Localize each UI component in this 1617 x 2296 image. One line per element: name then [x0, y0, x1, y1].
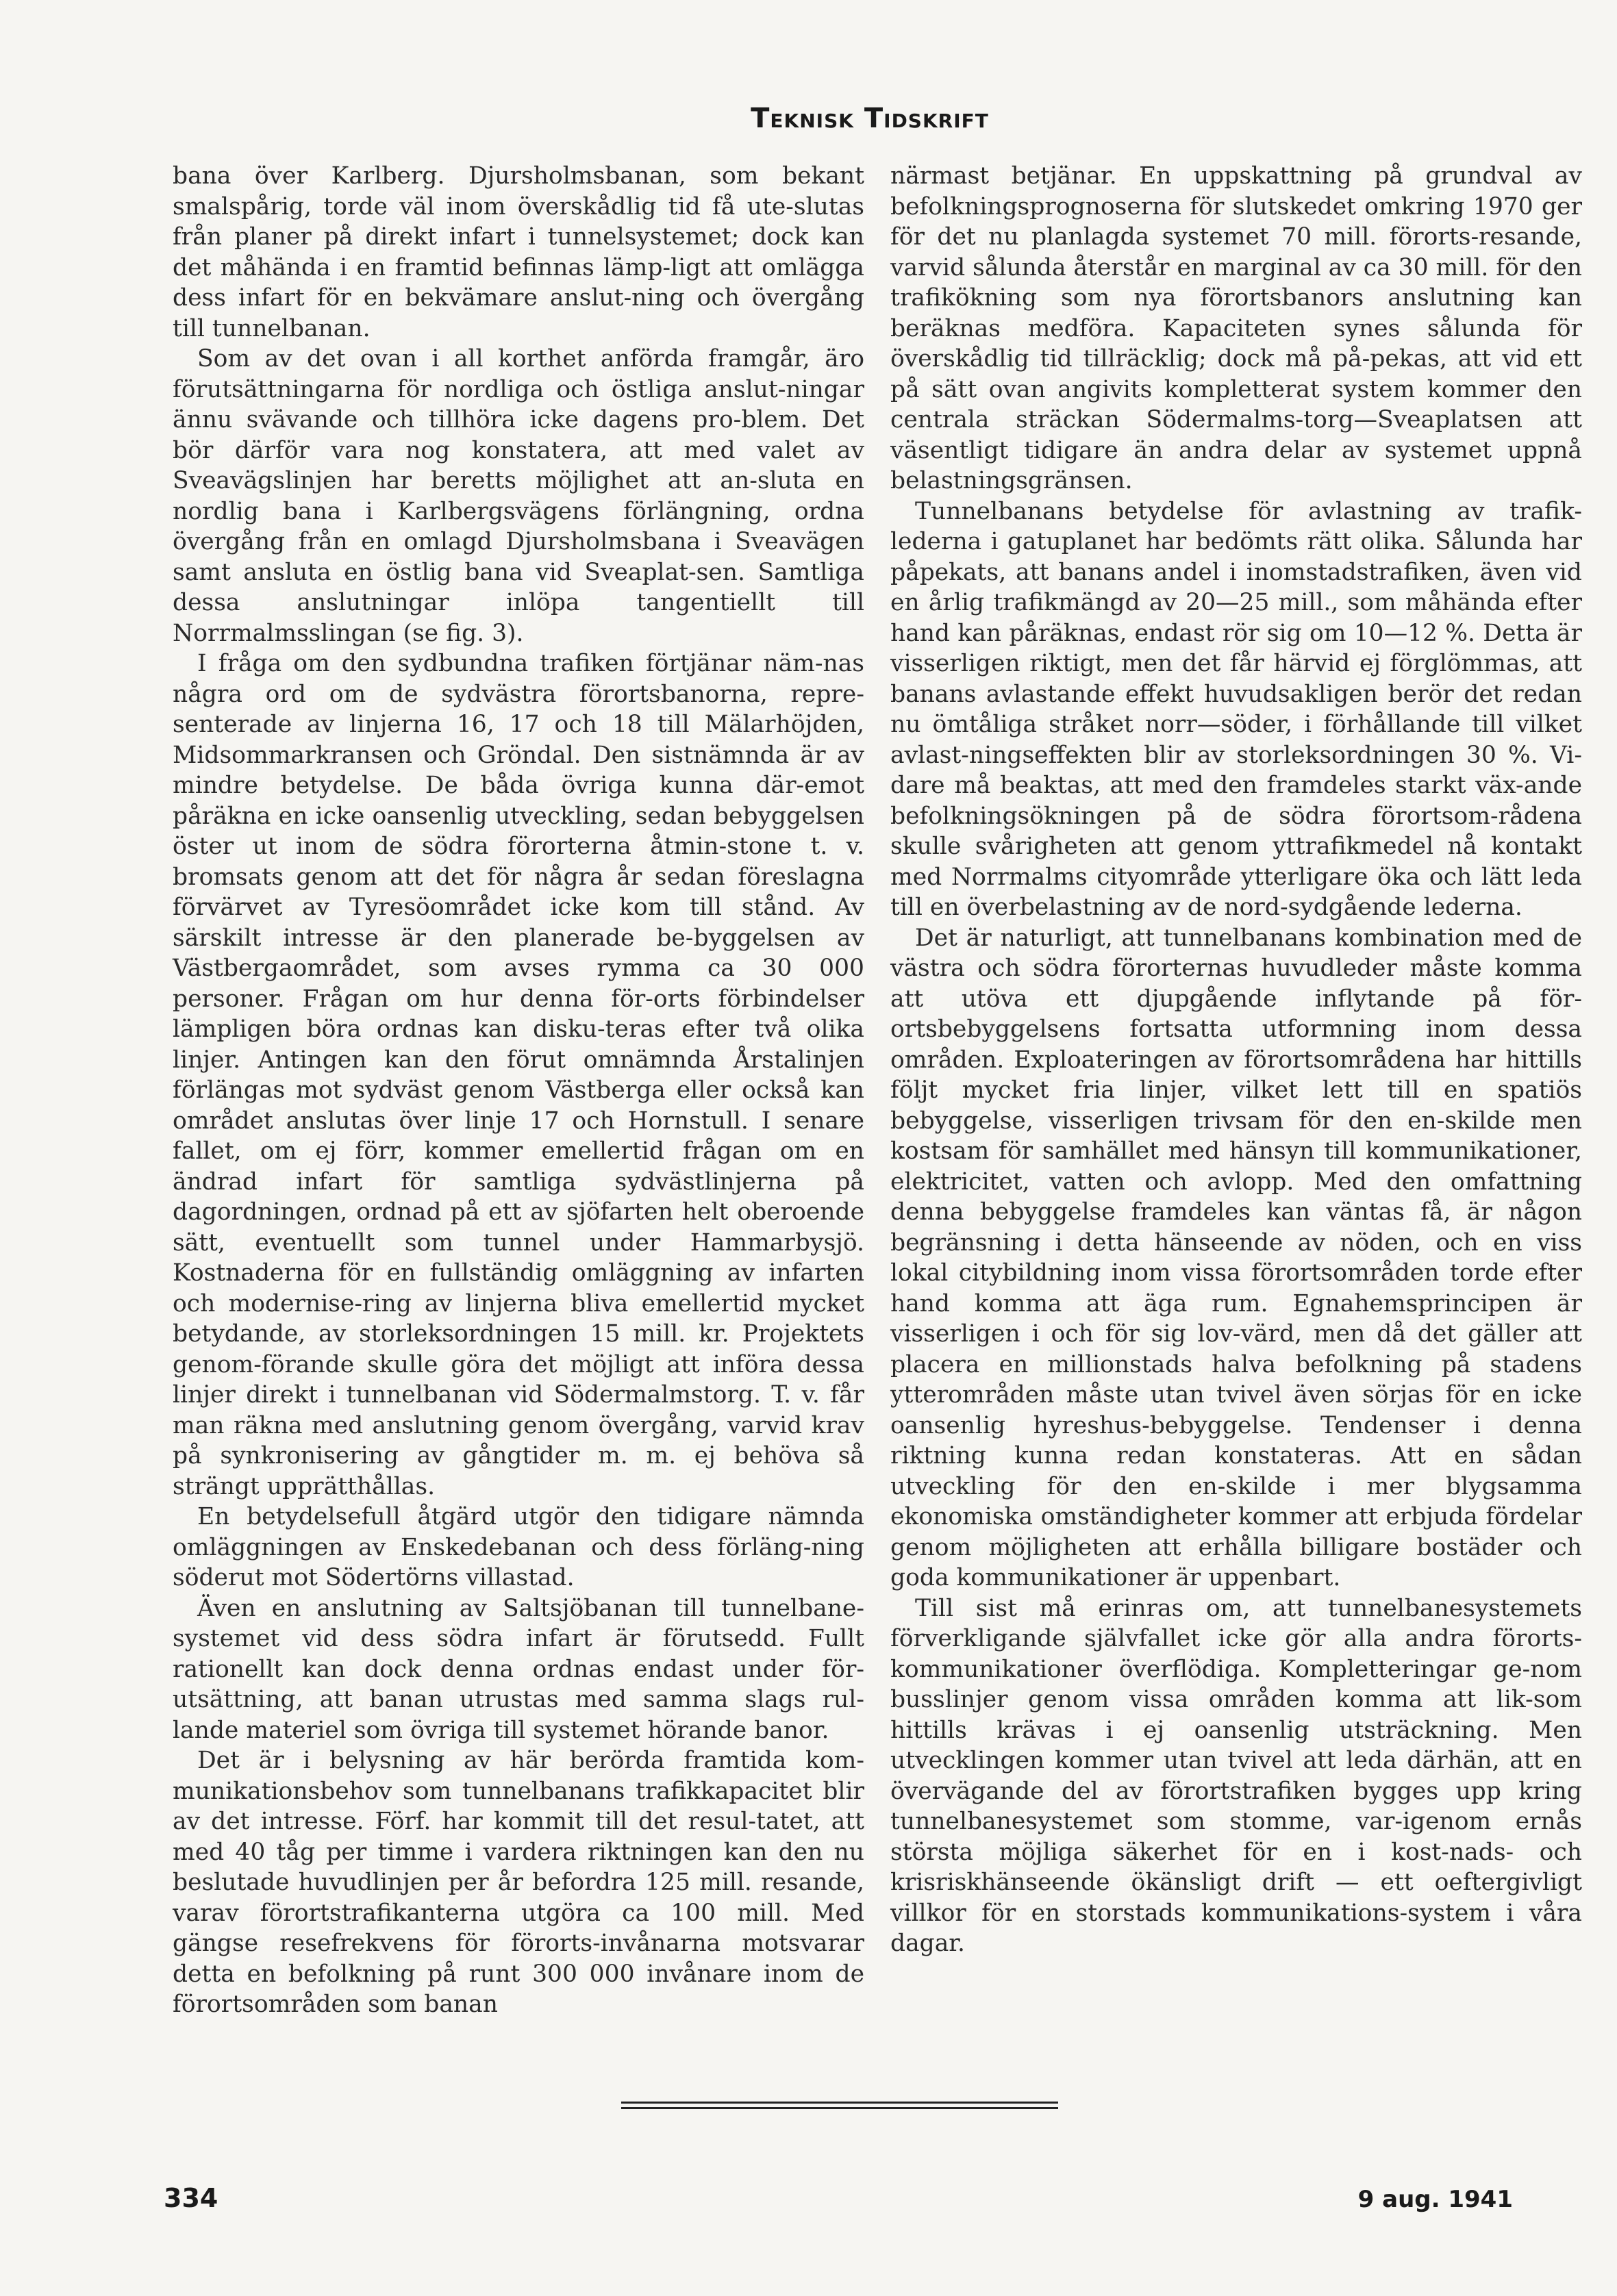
paragraph: Som av det ovan i all korthet anförda framgår, äro förutsättningarna för nordliga och östliga anslut-ningar ännu svävande och tillhöra icke dagens pro-blem. Det bör därför vara nog konstatera, att med valet av Sveavägslinjen har beretts möjlighet att an-sluta en nordlig bana i Karlbergsvägens förlängning, ordna övergång från en omlagd Djursholmsbana i Sveavägen samt ansluta en östlig bana vid Sveaplat-sen. Samtliga dessa anslutningar inlöpa tangentiellt till Norrmalmsslingan (se fig. 3). — [173, 345, 864, 647]
paragraph: Till sist må erinras om, att tunnelbanesystemets förverkligande självfallet icke gör alla andra förorts-kommunikationer överflödiga. Kompletteringar ge-nom busslinjer genom vissa områden komma att lik-som hittills krävas i ej oansenlig utsträckning. Men utvecklingen kommer utan tvivel att leda därhän, att en övervägande del av förortstrafiken bygges upp kring tunnelbanesystemet som stomme, var-igenom ernås största möjliga säkerhet för en i kost-nads- och krisriskhänseende ökänsligt drift — ett oeftergivligt villkor för en storstads kommunikations-system i våra dagar. — [890, 1594, 1582, 1957]
paragraph: I fråga om den sydbundna trafiken förtjänar näm-nas några ord om de sydvästra förortsbanorna, repre-senterade av linjerna 16, 17 och 18 till Mälarhöjden, Midsommarkransen och Gröndal. Den sistnämnda är av mindre betydelse. De båda övriga kunna där-emot påräkna en icke oansenlig utveckling, sedan bebyggelsen öster ut inom de södra förorterna åtmin-stone t. v. bromsats genom att det för några år sedan föreslagna förvärvet av Tyresöområdet icke kom till stånd. Av särskilt intresse är den planerade be-byggelsen av Västbergaområdet, som avses rymma ca 30 000 personer. Frågan om hur denna för-orts förbindelser lämpligen böra ordnas kan disku-teras efter två olika linjer. Antingen kan den förut omnämnda Årstalinjen förlängas mot sydväst genom Västberga eller också kan området anslutas över linje 17 och Hornstull. I senare fallet, om ej förr, kommer emellertid frågan om en ändrad infart för samtliga sydvästlinjerna på dagordningen, ordnad på ett av sjöfarten helt oberoende sätt, eventuellt som tunnel under Hammarbysjö. Kostnaderna för en fullständig omläggning av infarten och modernise-ring av linjerna bliva emellertid mycket betydande, av storleksordningen 15 mill. kr. Projektets genom-förande skulle göra det möjligt att införa dessa linjer direkt i tunnelbanan vid Södermalmstorg. T. v. får man räkna med anslutning genom övergång, varvid krav på synkronisering av gångtider m. m. ej behöva så strängt upprätthållas. — [173, 650, 864, 1500]
paragraph: Det är i belysning av här berörda framtida kom-munikationsbehov som tunnelbanans trafikkapacitet blir av det intresse. Förf. har kommit till det resul-tatet, att med 40 tåg per timme i vardera riktningen kan den nu beslutade huvudlinjen per år befordra 125 mill. resande, varav förortstrafikanterna utgöra ca 100 mill. Med gängse resefrekvens för förorts-invånarna motsvarar detta en befolkning på runt 300 000 invånare inom de förortsområden som banan — [173, 1747, 864, 2018]
paragraph: bana över Karlberg. Djursholmsbanan, som bekant smalspårig, torde väl inom överskådlig tid få ute-slutas från planer på direkt infart i tunnelsystemet; dock kan det måhända i en framtid befinnas lämp-ligt att omlägga dess infart för en bekvämare anslut-ning och övergång till tunnelbanan. — [173, 162, 864, 342]
right-column — [890, 161, 1582, 1959]
paragraph: Även en anslutning av Saltsjöbanan till tunnelbane-systemet vid dess södra infart är förutsedd. Fullt rationellt kan dock denna ordnas endast under för-utsättning, att banan utrustas med samma slags rul-lande materiel som övriga till systemet hörande banor. — [173, 1594, 864, 1744]
end-of-article-rule — [621, 2102, 1058, 2109]
page-number: 334 — [164, 2183, 218, 2213]
issue-date: 9 aug. 1941 — [1357, 2186, 1513, 2213]
journal-title: Teknisk Tidskrift — [751, 103, 989, 134]
paragraph: Det är naturligt, att tunnelbanans kombination med de västra och södra förorternas huvudleder måste komma att utöva ett djupgående inflytande på för-ortsbebyggelsens fortsatta utformning inom dessa områden. Exploateringen av förortsområdena har hittills följt mycket fria linjer, vilket lett till en spatiös bebyggelse, visserligen trivsam för den en-skilde men kostsam för samhället med hänsyn till kommunikationer, elektricitet, vatten och avlopp. Med den omfattning denna bebyggelse framdeles kan väntas få, är någon begränsning i detta hänseende av nöden, och en viss lokal citybildning inom vissa förortsområden torde efter hand komma att äga rum. Egnahemsprincipen är visserligen i och för sig lov-värd, men då det gäller att placera en millionstads halva befolkning på stadens ytterområden måste utan tvivel även sörjas för en icke oansenlig hyreshus-bebyggelse. Tendenser i denna riktning kunna redan konstateras. Att en sådan utveckling för den en-skilde i mer blygsamma ekonomiska omständigheter kommer att erbjuda fördelar genom möjligheten att erhålla billigare bostäder och goda kommunikationer är uppenbart. — [890, 924, 1582, 1591]
paragraph: Tunnelbanans betydelse för avlastning av trafik-lederna i gatuplanet har bedömts rätt olika. Sålunda har påpekats, att banans andel i inomstadstrafiken, även vid en årlig trafikmängd av 20—25 mill., som måhända efter hand kan påräknas, endast rör sig om 10—12 %. Detta är visserligen riktigt, men det får härvid ej förglömmas, att banans avlastande effekt huvudsakligen berör det redan nu ömtåliga stråket norr—söder, i förhållande till vilket avlast-ningseffekten blir av storleksordningen 30 %. Vi-dare må beaktas, att med den framdeles starkt väx-ande befolkningsökningen på de södra förortsom-rådena skulle svårigheten att genom yttrafikmedel nå kontakt med Norrmalms cityområde ytterligare öka och lätt leda till en överbelastning av de nord-sydgående lederna. — [890, 497, 1582, 921]
paragraph: En betydelsefull åtgärd utgör den tidigare nämnda omläggningen av Enskedebanan och dess förläng-ning söderut mot Södertörns villastad. — [173, 1503, 864, 1591]
paragraph: närmast betjänar. En uppskattning på grundval av befolkningsprognoserna för slutskedet omkring 1970 ger för det nu planlagda systemet 70 mill. förorts-resande, varvid sålunda återstår en marginal av ca 30 mill. för den trafikökning som nya förortsbanors anslutning kan beräknas medföra. Kapaciteten synes sålunda för överskådlig tid tillräcklig; dock må på-pekas, att vid ett på sätt ovan angivits kompletterat system kommer den centrala sträckan Södermalms-torg—Sveaplatsen att väsentligt tidigare än andra delar av systemet uppnå belastningsgränsen. — [890, 162, 1582, 494]
left-column — [173, 161, 864, 2020]
